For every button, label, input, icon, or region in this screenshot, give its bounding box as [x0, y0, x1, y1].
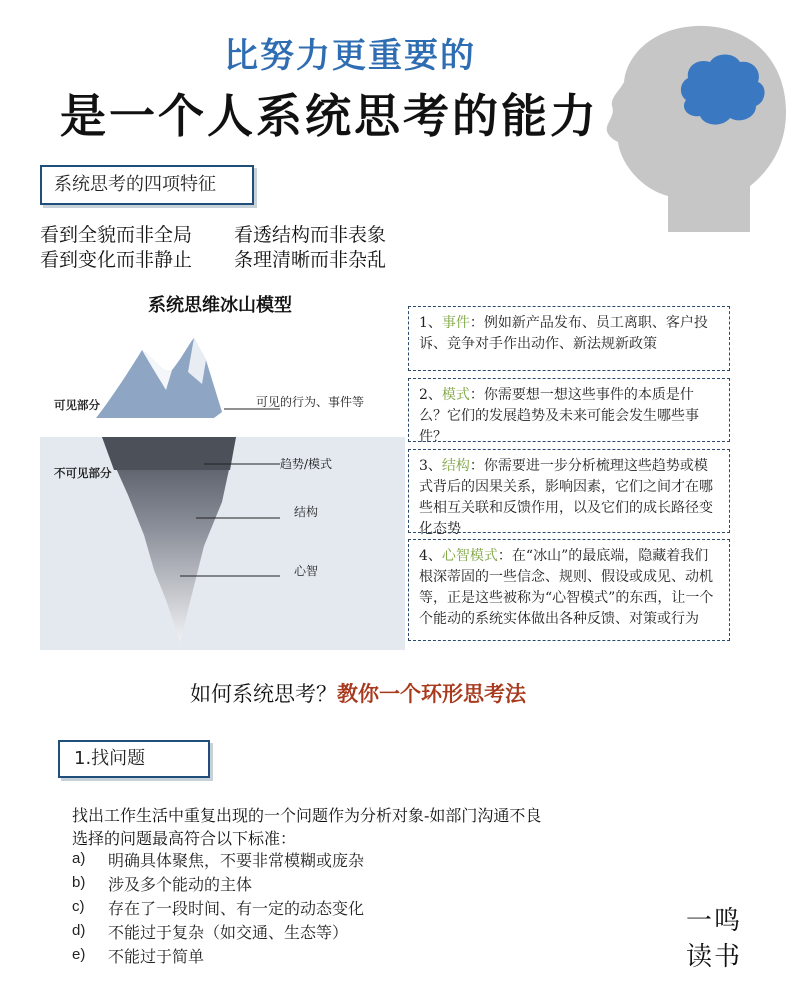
- feature-item: 看到变化而非静止: [40, 249, 193, 271]
- title-line-2: 是一个人系统思考的能力: [60, 89, 599, 143]
- description-text: ：在“冰山”的最底端，隐藏着我们根深蒂固的一些信念、规则、假设或成见、动机等，正是这些被称为“心智模式”的东西，让一个个能动的系统实体做出各种反馈、对策或行为: [419, 548, 714, 627]
- question-part-2: 教你一个环形思考法: [337, 682, 526, 706]
- criteria-item: 不能过于复杂（如交通、生态等）: [108, 923, 349, 942]
- description-text: ：你需要想一想这些事件的本质是什么？它们的发展趋势及未来可能会发生哪些事件？: [419, 387, 699, 445]
- description-term: 心智模式: [441, 548, 498, 564]
- criteria-item: 存在了一段时间、有一定的动态变化: [108, 899, 365, 918]
- step-label: 1.找问题: [58, 740, 210, 778]
- visible-part-label: 可见部分: [54, 398, 100, 412]
- how-to-question: [190, 678, 526, 708]
- iceberg-title: 系统思维冰山模型: [148, 295, 292, 316]
- brand-line-2: 读书: [686, 942, 743, 972]
- step-intro: 找出工作生活中重复出现的一个问题作为分析对象-如部门沟通不良: [72, 806, 542, 825]
- criteria-item: 不能过于简单: [108, 947, 205, 966]
- criteria-key: b): [72, 874, 86, 891]
- description-box-patterns: [408, 378, 730, 445]
- iceberg-level-events: 可见的行为、事件等: [256, 395, 365, 409]
- criteria-item: 涉及多个能动的主体: [108, 875, 253, 894]
- description-prefix: 1、: [419, 315, 442, 331]
- feature-item: 看透结构而非表象: [234, 224, 387, 246]
- brand-line-1: 一鸣: [686, 906, 743, 936]
- invisible-part-label: 不可见部分: [54, 466, 112, 480]
- description-term: 模式: [441, 387, 470, 403]
- iceberg-illustration: [30, 320, 405, 650]
- features-label: 系统思考的四项特征: [40, 165, 254, 205]
- question-part-1: 如何系统思考？: [190, 682, 337, 706]
- criteria-item: 明确具体聚焦，不要非常模糊或庞杂: [108, 851, 365, 870]
- iceberg-level-mental-model: 心智: [294, 564, 319, 578]
- description-box-structure: [408, 449, 730, 537]
- description-prefix: 2、: [419, 387, 442, 403]
- head-with-brain-icon: [600, 20, 790, 235]
- title-line-1: 比努力更重要的: [224, 36, 476, 76]
- criteria-key: e): [72, 946, 86, 963]
- description-term: 结构: [441, 458, 470, 474]
- iceberg-level-patterns: 趋势/模式: [280, 457, 333, 471]
- criteria-key: d): [72, 922, 86, 939]
- description-text: ：你需要进一步分析梳理这些趋势或模式背后的因果关系，影响因素，它们之间才在哪些相互关联和反馈作用，以及它们的成长路径变化态势: [419, 458, 713, 537]
- iceberg-level-structure: 结构: [294, 505, 319, 519]
- description-term: 事件: [441, 315, 470, 331]
- description-prefix: 3、: [419, 458, 442, 474]
- criteria-title: 选择的问题最高符合以下标准：: [72, 829, 297, 848]
- criteria-key: a): [72, 850, 86, 867]
- criteria-key: c): [72, 898, 85, 915]
- feature-item: 看到全貌而非全局: [40, 224, 193, 246]
- description-box-mental-model: [408, 539, 730, 641]
- feature-item: 条理清晰而非杂乱: [234, 249, 387, 271]
- description-text: ：例如新产品发布、员工离职、客户投诉、竞争对手作出动作、新法规新政策: [419, 315, 708, 352]
- description-box-events: [408, 306, 730, 371]
- description-prefix: 4、: [419, 548, 442, 564]
